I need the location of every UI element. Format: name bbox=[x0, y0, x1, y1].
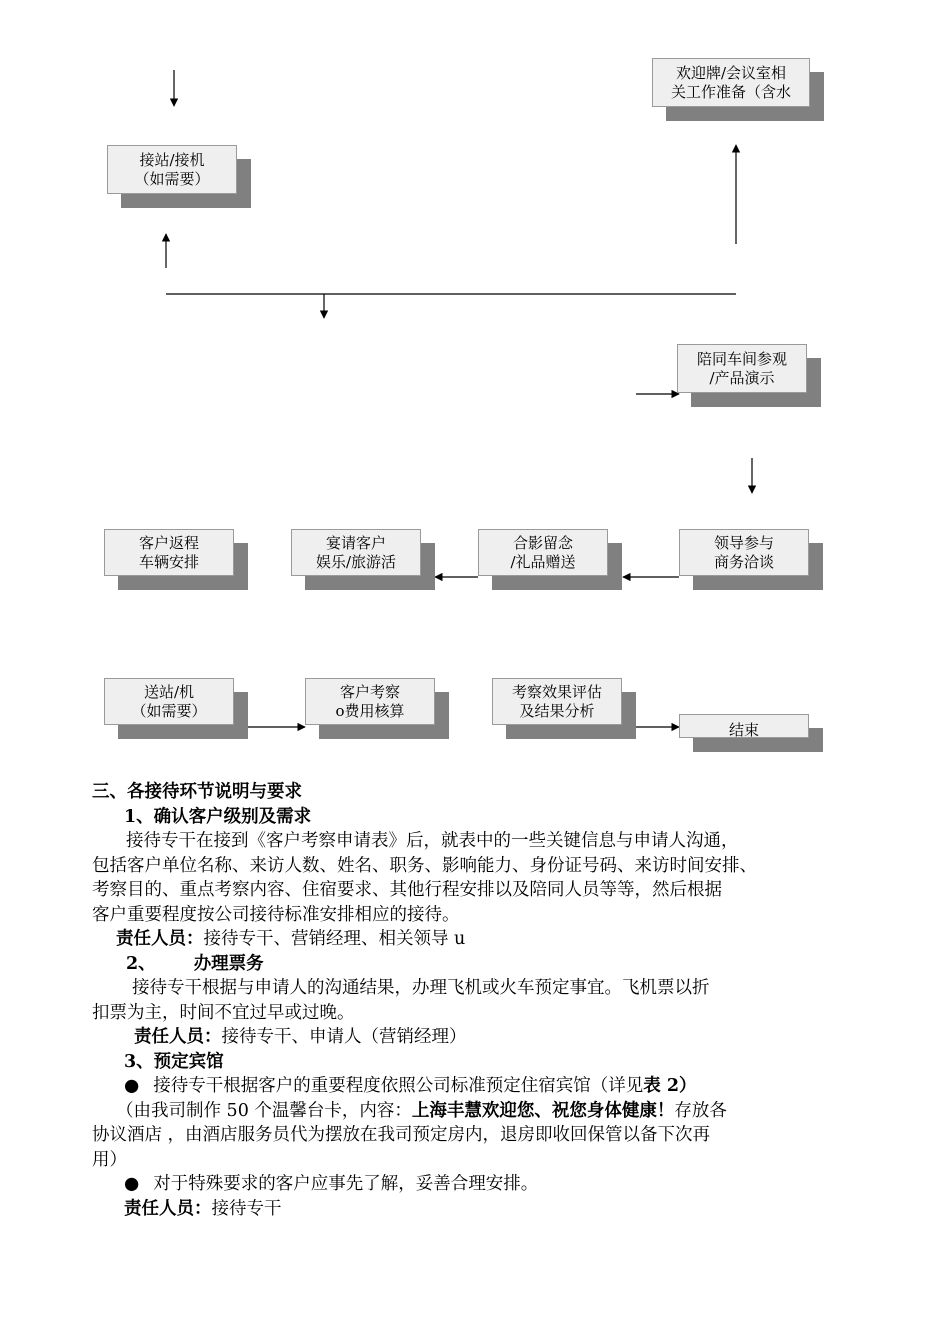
box-banquet-line2: 娱乐/旅游活 bbox=[315, 552, 397, 571]
s2-resp-text: 接待专干、申请人（营销经理） bbox=[221, 1027, 467, 1047]
s2-title: 办理票务 bbox=[193, 953, 264, 974]
document-body bbox=[92, 780, 892, 1221]
s3-resp-label: 责任人员： bbox=[124, 1198, 212, 1219]
box-pickup-line2: （如需要） bbox=[134, 169, 210, 188]
s2-title-row bbox=[92, 952, 892, 977]
box-sendoff-line2: （如需要） bbox=[131, 701, 207, 720]
box-return-line1: 客户返程 bbox=[138, 533, 199, 552]
box-leader-line2: 商务洽谈 bbox=[713, 552, 774, 571]
s3-line-2-bold: 上海丰慧欢迎您、祝您身体健康！ bbox=[411, 1100, 675, 1121]
s1-responsible bbox=[92, 927, 892, 952]
box-welcome-line1: 欢迎牌/会议室相 bbox=[675, 63, 787, 82]
s3-line-2-b: 存放各 bbox=[674, 1100, 727, 1121]
section3-title: 三、各接待环节说明与要求 bbox=[92, 782, 302, 802]
box-pickup-line1: 接站/接机 bbox=[139, 150, 205, 169]
box-visit-line2: /产品演示 bbox=[709, 368, 775, 387]
s3-line-4: 用） bbox=[92, 1149, 127, 1170]
box-cost-line2: o费用核算 bbox=[335, 701, 405, 720]
s2-responsible bbox=[92, 1025, 892, 1050]
s3-line-2 bbox=[92, 1099, 892, 1124]
s1-line-1: 接待专干在接到《客户考察申请表》后，就表中的一些关键信息与申请人沟通， bbox=[126, 831, 739, 851]
box-end-label: 结束 bbox=[728, 721, 759, 738]
box-sendoff-line1: 送站/机 bbox=[143, 682, 195, 701]
bullet-icon: ● bbox=[124, 1076, 140, 1096]
s3-bullet-1-text: 接待专干根据客户的重要程度依照公司标准预定住宿宾馆（详见 bbox=[153, 1076, 644, 1096]
s3-line-3: 协议酒店 ，由酒店服务员代为摆放在我司预定房内，退房即收回保管以备下次再 bbox=[92, 1125, 711, 1145]
s1-line-2: 包括客户单位名称、来访人数、姓名、职务、影响能力、身份证号码、来访时间安排、 bbox=[92, 855, 757, 876]
s3-bullet-1 bbox=[92, 1074, 892, 1099]
box-banquet-line1: 宴请客户 bbox=[325, 533, 386, 552]
box-leader-line1: 领导参与 bbox=[713, 533, 774, 552]
box-cost-line1: 客户考察 bbox=[339, 682, 400, 701]
s3-bullet-2 bbox=[92, 1172, 892, 1197]
s3-line-2-a: （由我司制作 50 个温馨台卡，内容： bbox=[116, 1100, 412, 1121]
s3-bullet-1-bold: 表 2） bbox=[643, 1076, 697, 1096]
box-eval-line1: 考察效果评估 bbox=[511, 682, 602, 701]
s3-resp-text: 接待专干 bbox=[211, 1198, 282, 1219]
box-return-line2: 车辆安排 bbox=[138, 552, 199, 571]
s1-title: 1、确认客户级别及需求 bbox=[124, 806, 312, 827]
bullet-icon: ● bbox=[124, 1174, 140, 1194]
s2-resp-label: 责任人员： bbox=[134, 1027, 222, 1047]
box-visit-line1: 陪同车间参观 bbox=[696, 349, 787, 368]
s2-num: 2、 bbox=[126, 953, 156, 974]
box-welcome-line2: 关工作准备（含水 bbox=[670, 82, 791, 101]
s3-title: 3、预定宾馆 bbox=[124, 1051, 224, 1072]
s1-resp-label: 责任人员： bbox=[116, 929, 204, 949]
s2-line-1: 接待专干根据与申请人的沟通结果，办理飞机或火车预定事宜。飞机票以折 bbox=[132, 978, 710, 998]
box-photo-line1: 合影留念 bbox=[512, 533, 573, 552]
s1-resp-text: 接待专干、营销经理、相关领导 u bbox=[203, 929, 466, 949]
s3-responsible bbox=[92, 1197, 892, 1222]
s2-line-2: 扣票为主，时间不宜过早或过晚。 bbox=[92, 1002, 355, 1023]
s3-bullet-2-text: 对于特殊要求的客户应事先了解，妥善合理安排。 bbox=[153, 1174, 539, 1194]
box-photo-line2: /礼品赠送 bbox=[510, 552, 576, 571]
s1-line-4: 客户重要程度按公司接待标准安排相应的接待。 bbox=[92, 904, 460, 925]
box-eval-line2: 及结果分析 bbox=[519, 701, 595, 720]
s1-line-3: 考察目的、重点考察内容、住宿要求、其他行程安排以及陪同人员等等，然后根据 bbox=[92, 880, 722, 900]
